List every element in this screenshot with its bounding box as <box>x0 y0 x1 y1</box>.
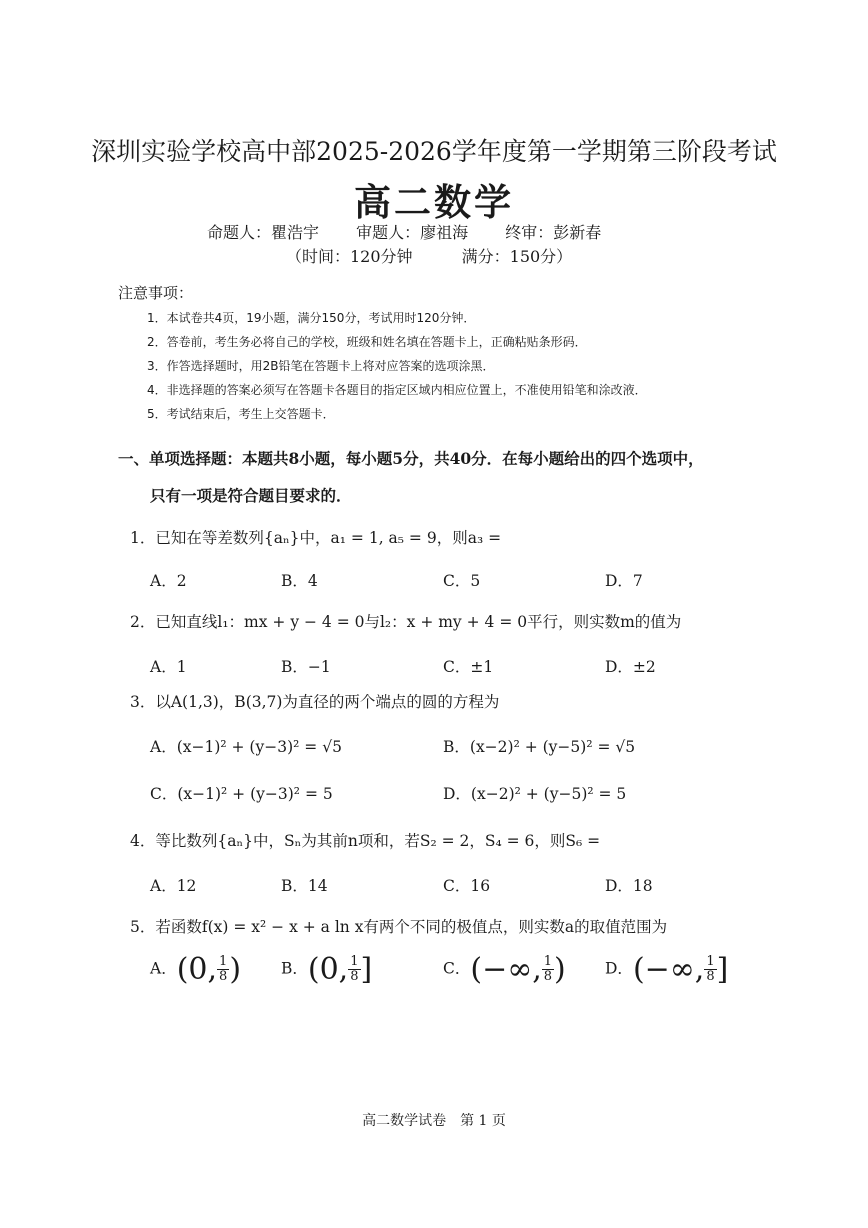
fraction: $\frac{1}{8}$ <box>350 954 359 984</box>
q2-option-c: C．±1 <box>443 658 494 676</box>
q1-option-b: B．4 <box>281 572 318 590</box>
q4-option-b: B．14 <box>281 877 328 895</box>
q1-option-c: C．5 <box>443 572 481 590</box>
q5-option-c: C．(−∞, $\frac{1}{8}$ ) <box>443 952 566 987</box>
notes-heading: 注意事项： <box>118 284 194 302</box>
question-5-stem: 5．若函数f(x) = x² − x + a ln x有两个不同的极值点，则实数a的取值范围为 <box>130 918 668 936</box>
q3-option-d: D．(x−2)² + (y−5)² = 5 <box>443 785 627 803</box>
note-item: 4．非选择题的答案必须写在答题卡各题目的指定区域内相应位置上，不准使用铅笔和涂改液． <box>147 383 647 397</box>
q5-option-a: A．(0, $\frac{1}{8}$ ) <box>150 952 242 987</box>
exam-subject: 高二数学 <box>354 180 514 224</box>
full-score: 满分：150分） <box>461 247 573 266</box>
fraction: $\frac{1}{8}$ <box>706 954 715 984</box>
question-1-stem: 1．已知在等差数列{aₙ}中，a₁ = 1, a₅ = 9，则a₃ = <box>130 529 502 547</box>
page-footer: 高二数学试卷 第 1 页 <box>362 1113 506 1129</box>
q5-option-b: B．(0, $\frac{1}{8}$ ] <box>281 952 373 987</box>
time-score-line <box>286 244 616 267</box>
question-3-stem: 3．以A(1,3)，B(3,7)为直径的两个端点的圆的方程为 <box>130 693 500 711</box>
q3-option-a: A．(x−1)² + (y−3)² = √5 <box>150 738 342 756</box>
author-line <box>207 220 633 243</box>
note-item: 2．答卷前，考生务必将自己的学校，班级和姓名填在答题卡上，正确粘贴条形码． <box>147 335 587 349</box>
author-reviewer: 审题人：廖祖海 <box>356 223 469 242</box>
q1-option-a: A．2 <box>150 572 187 590</box>
q2-option-a: A．1 <box>150 658 187 676</box>
question-2-stem: 2．已知直线l₁：mx + y − 4 = 0与l₂：x + my + 4 = 0平行，则实数m的值为 <box>130 613 682 631</box>
q3-option-c: C．(x−1)² + (y−3)² = 5 <box>150 785 333 803</box>
time-limit: （时间：120分钟 <box>286 247 413 266</box>
question-4-stem: 4．等比数列{aₙ}中，Sₙ为其前n项和，若S₂ = 2，S₄ = 6，则S₆ = <box>130 832 601 850</box>
q5-option-d: D．(−∞, $\frac{1}{8}$ ] <box>605 952 729 987</box>
fraction: $\frac{1}{8}$ <box>543 954 553 984</box>
note-item: 1．本试卷共4页，19小题，满分150分，考试用时120分钟． <box>147 311 476 325</box>
section-heading: 一、单项选择题：本题共8小题，每小题5分，共40分．在每小题给出的四个选项中， <box>118 449 704 468</box>
note-item: 5．考试结束后，考生上交答题卡． <box>147 407 335 421</box>
q3-option-b: B．(x−2)² + (y−5)² = √5 <box>443 738 636 756</box>
q4-option-a: A．12 <box>150 877 197 895</box>
q1-option-d: D．7 <box>605 572 643 590</box>
author-final: 终审：彭新春 <box>505 223 602 242</box>
exam-title: 深圳实验学校高中部2025-2026学年度第一学期第三阶段考试 <box>91 137 777 166</box>
fraction: $\frac{1}{8}$ <box>219 954 228 984</box>
q4-option-d: D．18 <box>605 877 653 895</box>
q2-option-d: D．±2 <box>605 658 656 676</box>
q4-option-c: C．16 <box>443 877 491 895</box>
section-heading-cont: 只有一项是符合题目要求的． <box>150 486 352 505</box>
note-item: 3．作答选择题时，用2B铅笔在答题卡上将对应答案的选项涂黑． <box>147 359 495 373</box>
q2-option-b: B．−1 <box>281 658 331 676</box>
author-setter: 命题人：瞿浩宇 <box>207 223 320 242</box>
